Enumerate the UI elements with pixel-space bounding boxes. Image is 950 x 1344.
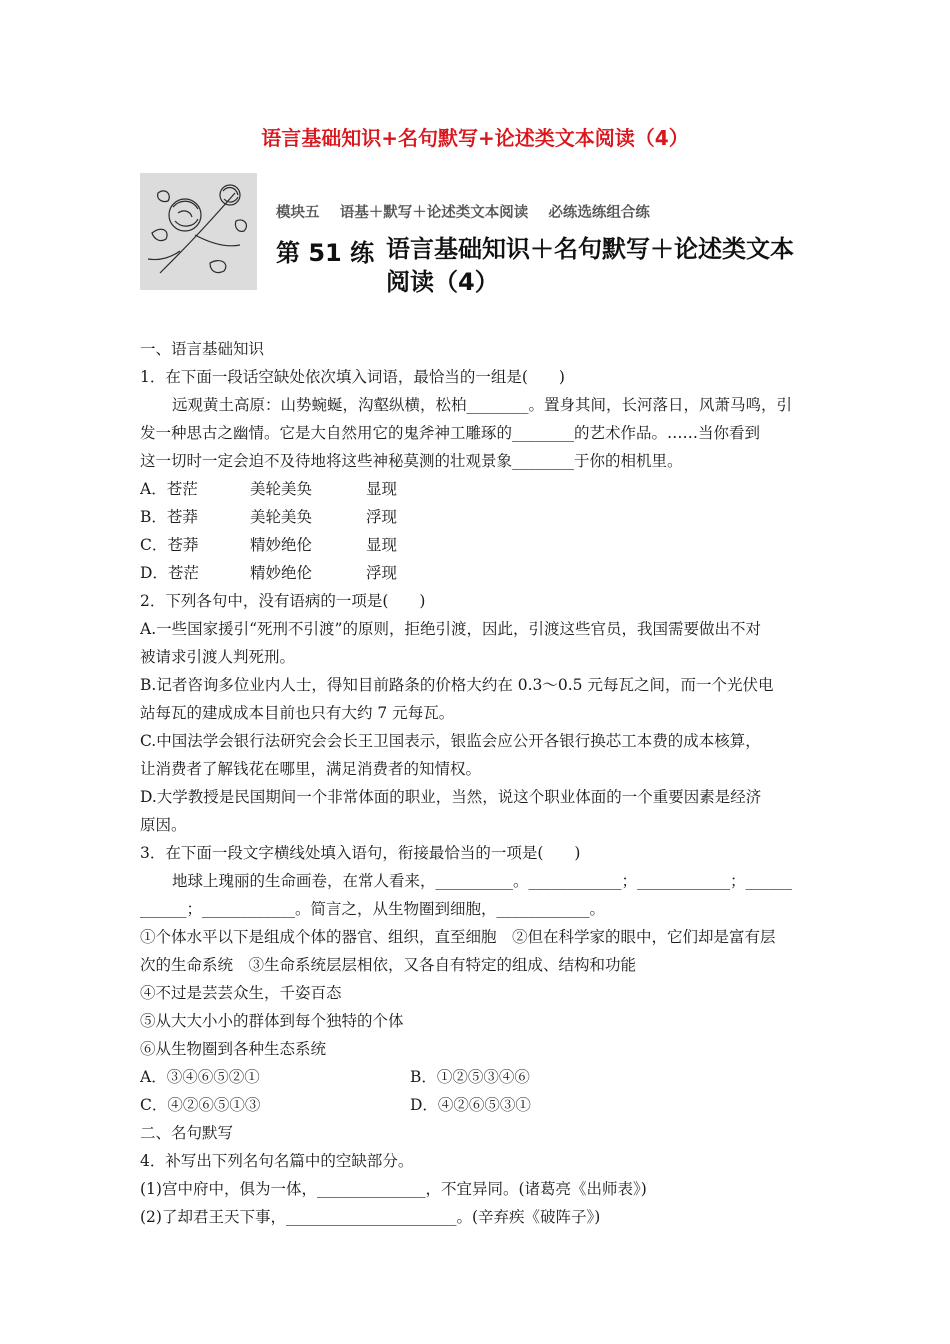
question-2-option-d: 原因。 bbox=[140, 816, 187, 834]
question-2-option-b: B.记者咨询多位业内人士，得知目前路条的价格大约在 0.3～0.5 元每瓦之间，而一个光伏电 bbox=[140, 676, 774, 694]
question-1-option-b bbox=[140, 503, 812, 531]
question-2-option-c: 让消费者了解钱花在哪里，满足消费者的知情权。 bbox=[140, 760, 482, 778]
option-label: A．苍茫 bbox=[140, 480, 198, 498]
module-subtitle: 模块五 语基＋默写＋论述类文本阅读 必练选练组合练 bbox=[276, 205, 650, 221]
option-word: 显现 bbox=[366, 480, 398, 498]
question-3-sentence-6: ⑥从生物圈到各种生态系统 bbox=[140, 1040, 327, 1058]
question-3-option-b: B．①②⑤③④⑥ bbox=[410, 1068, 530, 1086]
question-4-item-1: (1)宫中府中，俱为一体，______________，不宜异同。(诸葛亮《出师表》) bbox=[140, 1180, 647, 1198]
question-1-stem: 1．在下面一段话空缺处依次填入词语，最恰当的一组是( ) bbox=[140, 368, 565, 386]
question-3-option-d: D．④②⑥⑤③① bbox=[410, 1096, 531, 1114]
question-2-option-a: 被请求引渡人判死刑。 bbox=[140, 648, 296, 666]
question-4-item-2: (2)了却君王天下事，______________________。(辛弃疾《破阵子》) bbox=[140, 1208, 601, 1226]
question-1-option-d bbox=[140, 559, 812, 587]
lesson-title-line-2: 阅读（4） bbox=[386, 268, 499, 296]
lesson-title bbox=[386, 233, 816, 299]
question-3-sentences: ①个体水平以下是组成个体的器官、组织，直至细胞 ②但在科学家的眼中，它们却是富有层 bbox=[140, 928, 776, 946]
section-heading: 二、名句默写 bbox=[140, 1124, 234, 1142]
question-4-stem: 4．补写出下列名句名篇中的空缺部分。 bbox=[140, 1152, 414, 1170]
question-1-option-c bbox=[140, 531, 812, 559]
option-word: 精妙绝伦 bbox=[250, 564, 313, 582]
document-title: 语言基础知识+名句默写+论述类文本阅读（4） bbox=[261, 126, 689, 150]
option-word: 显现 bbox=[366, 536, 398, 554]
question-2-option-b: 站每瓦的建成成本目前也只有大约 7 元每瓦。 bbox=[140, 704, 455, 722]
question-3-option-a: A．③④⑥⑤②① bbox=[140, 1068, 260, 1086]
question-3-sentence-5: ⑤从大大小小的群体到每个独特的个体 bbox=[140, 1012, 404, 1030]
option-word: 精妙绝伦 bbox=[250, 536, 313, 554]
flower-illustration-icon bbox=[140, 173, 257, 290]
section-heading: 一、语言基础知识 bbox=[140, 340, 265, 358]
option-word: 浮现 bbox=[366, 564, 398, 582]
question-3-options-ab bbox=[140, 1063, 812, 1091]
question-1-passage: 这一切时一定会迫不及待地将这些神秘莫测的壮观景象________于你的相机里。 bbox=[140, 452, 683, 470]
lesson-title-line-1: 语言基础知识＋名句默写＋论述类文本 bbox=[386, 235, 794, 263]
question-3-options-cd bbox=[140, 1091, 812, 1119]
question-1-option-a bbox=[140, 475, 812, 503]
option-word: 美轮美奂 bbox=[250, 480, 313, 498]
option-label: C．苍莽 bbox=[140, 536, 199, 554]
question-3-passage: 地球上瑰丽的生命画卷，在常人看来，__________。____________；____________；______ bbox=[172, 872, 793, 890]
option-word: 美轮美奂 bbox=[250, 508, 313, 526]
option-word: 浮现 bbox=[366, 508, 398, 526]
lesson-number: 第 51 练 bbox=[276, 239, 375, 267]
question-2-stem: 2．下列各句中，没有语病的一项是( ) bbox=[140, 592, 426, 610]
question-3-sentence-4: ④不过是芸芸众生，千姿百态 bbox=[140, 984, 342, 1002]
question-3-passage: ______；____________。简言之，从生物圈到细胞，____________。 bbox=[140, 900, 606, 918]
question-2-option-d: D.大学教授是民国期间一个非常体面的职业，当然，说这个职业体面的一个重要因素是经济 bbox=[140, 788, 762, 806]
document-body bbox=[140, 335, 812, 1231]
question-3-stem: 3．在下面一段文字横线处填入语句，衔接最恰当的一项是( ) bbox=[140, 844, 581, 862]
question-1-passage: 发一种思古之幽情。它是大自然用它的鬼斧神工雕琢的________的艺术作品。……当你看到 bbox=[140, 424, 761, 442]
question-3-option-c: C．④②⑥⑤①③ bbox=[140, 1096, 261, 1114]
peony-flower-image bbox=[140, 173, 257, 290]
option-label: B．苍莽 bbox=[140, 508, 198, 526]
question-2-option-c: C.中国法学会银行法研究会会长王卫国表示，银监会应公开各银行换芯工本费的成本核算， bbox=[140, 732, 761, 750]
question-3-sentences: 次的生命系统 ③生命系统层层相依，又各自有特定的组成、结构和功能 bbox=[140, 956, 637, 974]
question-1-passage: 远观黄土高原：山势蜿蜒，沟壑纵横，松柏________。置身其间，长河落日，风萧马鸣，引 bbox=[172, 396, 793, 414]
question-2-option-a: A.一些国家援引“死刑不引渡”的原则，拒绝引渡，因此，引渡这些官员，我国需要做出不对 bbox=[140, 620, 761, 638]
option-label: D．苍茫 bbox=[140, 564, 199, 582]
